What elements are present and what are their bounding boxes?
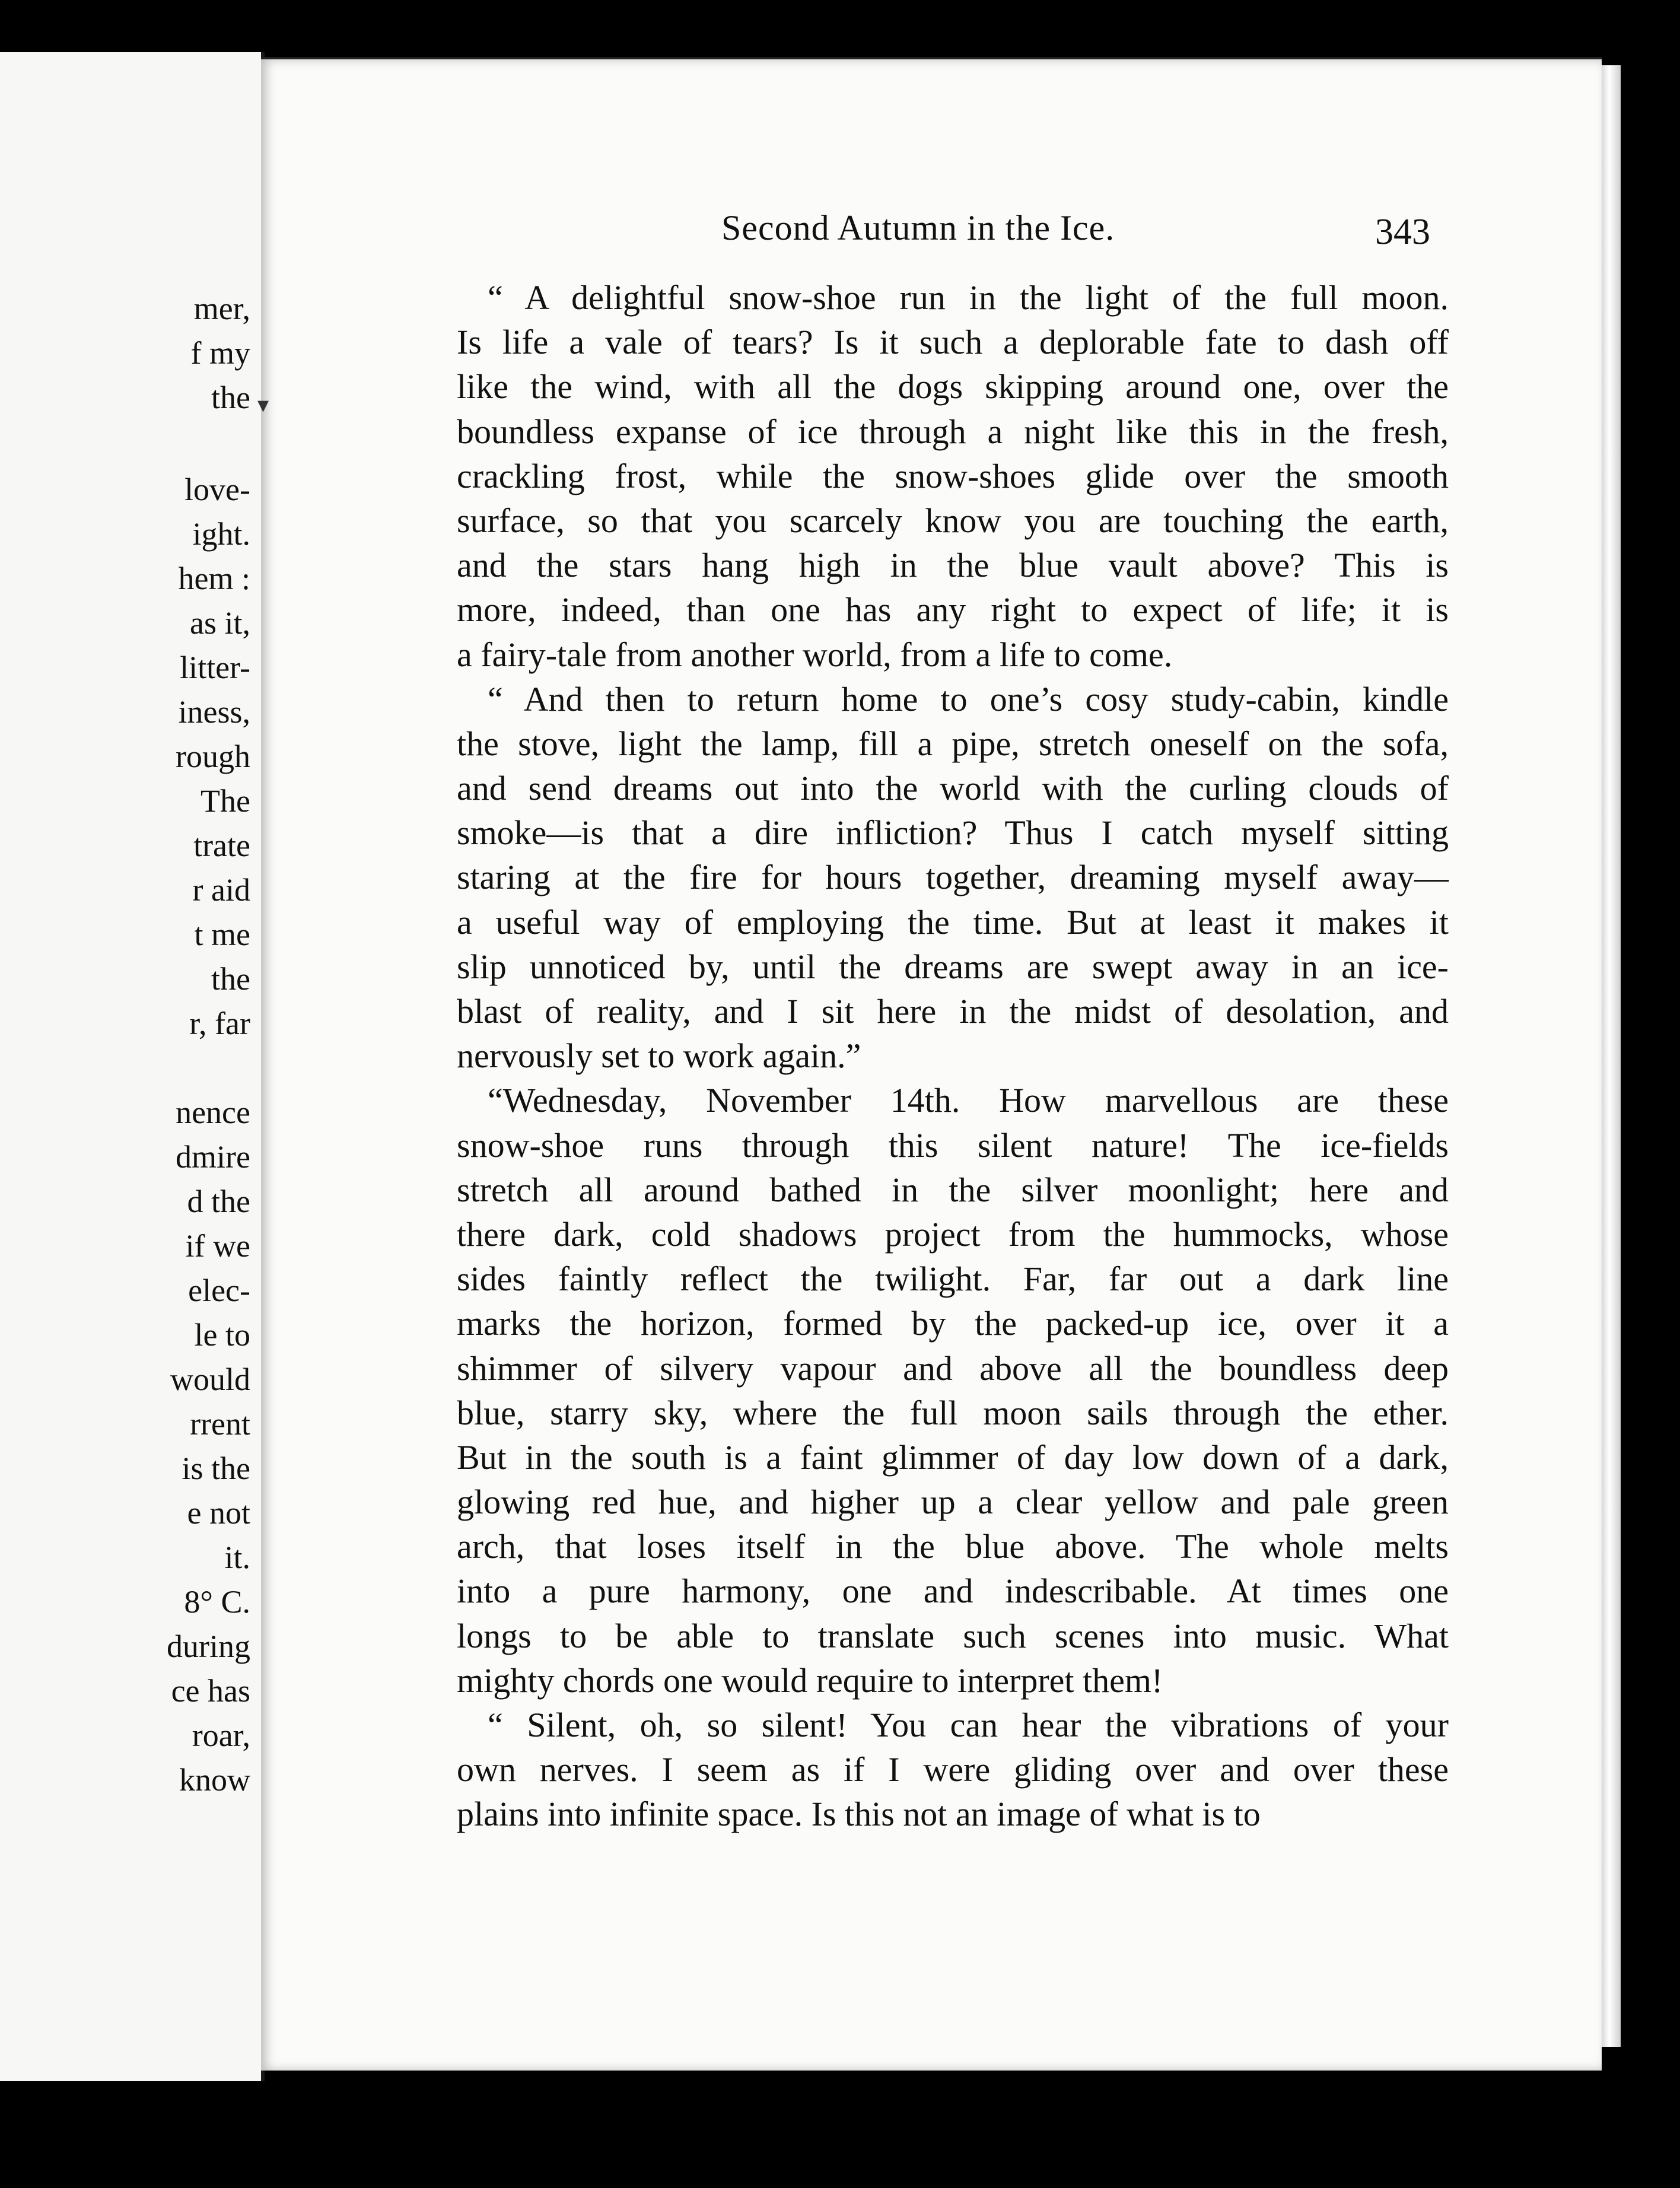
text-line: like the wind, with all the dogs skipping around one, over the xyxy=(457,367,1449,406)
left-page-fragment: t me xyxy=(194,917,250,952)
left-page-fragment: if we xyxy=(185,1228,250,1264)
left-page-fragment: during xyxy=(167,1629,250,1664)
left-page-fragment: mer, xyxy=(193,291,250,326)
left-page-fragment: d the xyxy=(187,1184,250,1219)
left-page-fragment: roar, xyxy=(192,1718,250,1753)
left-page-fragment: elec- xyxy=(188,1273,250,1308)
page-number: 343 xyxy=(1375,212,1430,252)
left-page-fragment: le to xyxy=(194,1317,250,1353)
left-page-fragment: is the xyxy=(182,1451,250,1486)
text-line: slip unnoticed by, until the dreams are swept away in an ice- xyxy=(457,947,1449,986)
text-line: blast of reality, and I sit here in the midst of desolation, and xyxy=(457,992,1449,1031)
text-line: But in the south is a faint glimmer of day low down of a dark, xyxy=(457,1438,1449,1477)
text-line: surface, so that you scarcely know you are touching the earth, xyxy=(457,501,1449,540)
text-line: nervously set to work again.” xyxy=(457,1036,861,1076)
left-page-fragment: litter- xyxy=(180,650,250,685)
left-page-fragment: The xyxy=(201,783,250,819)
text-line: boundless expanse of ice through a night like this in the fresh, xyxy=(457,412,1449,451)
text-line: marks the horizon, formed by the packed-up ice, over it a xyxy=(457,1304,1449,1343)
text-line: more, indeed, than one has any right to expect of life; it is xyxy=(457,590,1449,629)
left-page-fragment: would xyxy=(170,1362,250,1397)
left-page-fragment: ight. xyxy=(192,516,250,552)
text-line: “ Silent, oh, so silent! You can hear the vibrations of your xyxy=(488,1706,1449,1744)
left-page-fragment: know xyxy=(179,1762,250,1798)
text-line: blue, starry sky, where the full moon sails through the ether. xyxy=(457,1393,1449,1432)
text-line: into a pure harmony, one and indescribable. At times one xyxy=(457,1572,1449,1611)
text-line: there dark, cold shadows project from the hummocks, whose xyxy=(457,1214,1449,1254)
text-line: “Wednesday, November 14th. How marvellous are these xyxy=(488,1081,1449,1120)
left-page-fragment: love- xyxy=(184,472,250,507)
running-head: Second Autumn in the Ice. xyxy=(721,208,1115,247)
text-line: smoke—is that a dire infliction? Thus I catch myself sitting xyxy=(457,813,1449,853)
text-line: snow-shoe runs through this silent nature! The ice-fields xyxy=(457,1125,1449,1165)
left-page-fragment: r aid xyxy=(192,872,250,908)
text-line: sides faintly reflect the twilight. Far, far out a dark line xyxy=(457,1260,1449,1299)
text-line: staring at the fire for hours together, dreaming myself away— xyxy=(457,858,1449,897)
left-page-fragment: trate xyxy=(193,828,250,863)
margin-mark: ▾ xyxy=(257,393,269,418)
text-line: longs to be able to translate such scenes into music. What xyxy=(457,1616,1449,1655)
text-line: glowing red hue, and higher up a clear yellow and pale green xyxy=(457,1483,1449,1522)
left-page-fragment: dmire xyxy=(176,1139,250,1175)
left-page-fragment: rough xyxy=(176,739,250,774)
text-line: plains into infinite space. Is this not an image of what is to xyxy=(457,1795,1261,1834)
text-line: “ And then to return home to one’s cosy study-cabin, kindle xyxy=(488,679,1449,718)
left-page-fragment: rrent xyxy=(190,1406,250,1442)
left-page-fragment: f my xyxy=(190,335,250,371)
text-line: the stove, light the lamp, fill a pipe, stretch oneself on the sofa, xyxy=(457,724,1449,763)
left-facing-page xyxy=(0,52,265,2081)
left-page-fragment: hem : xyxy=(178,561,250,596)
text-line: “ A delightful snow-shoe run in the light of the full moon. xyxy=(488,278,1449,317)
left-page-fragment: the xyxy=(211,961,250,997)
text-line: crackling frost, while the snow-shoes glide over the smooth xyxy=(457,456,1449,495)
text-line: and send dreams out into the world with the curling clouds of xyxy=(457,769,1449,808)
left-page-fragment: e not xyxy=(187,1495,250,1531)
text-line: arch, that loses itself in the blue above. The whole melts xyxy=(457,1527,1449,1566)
text-line: shimmer of silvery vapour and above all the boundless deep xyxy=(457,1349,1449,1388)
left-page-fragment: 8° C. xyxy=(184,1584,250,1620)
page-edge xyxy=(1602,65,1621,2047)
left-page-fragment: as it, xyxy=(190,605,250,641)
left-page-fragment: it. xyxy=(224,1540,250,1575)
text-line: own nerves. I seem as if I were gliding over and over these xyxy=(457,1750,1449,1789)
text-line: a useful way of employing the time. But at least it makes it xyxy=(457,902,1449,942)
left-page-fragment: iness, xyxy=(178,694,250,730)
text-line: Is life a vale of tears? Is it such a deplorable fate to dash off xyxy=(457,323,1449,362)
text-line: a fairy-tale from another world, from a life to come. xyxy=(457,635,1173,674)
left-page-fragment: ce has xyxy=(171,1673,250,1709)
left-page-fragment: nence xyxy=(176,1095,250,1130)
left-page-fragment: the xyxy=(211,380,250,415)
text-line: and the stars hang high in the blue vault above? This is xyxy=(457,546,1449,585)
text-line: mighty chords one would require to interpret them! xyxy=(457,1661,1163,1700)
left-page-fragment: r, far xyxy=(189,1006,250,1041)
text-line: stretch all around bathed in the silver moonlight; here and xyxy=(457,1170,1449,1209)
body-text xyxy=(457,275,1449,1837)
